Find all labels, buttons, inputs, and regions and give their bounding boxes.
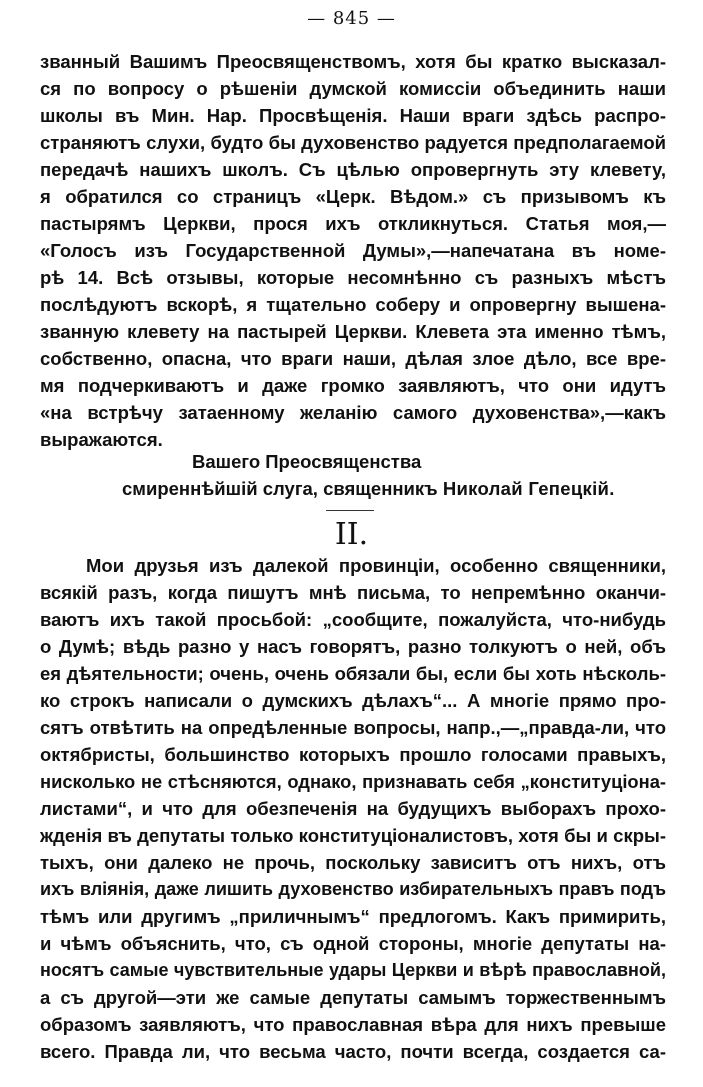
text-line: и чѣмъ объяснить, что, съ одной стороны, многіе депутаты на- (40, 933, 666, 954)
section-paragraph (40, 552, 666, 1065)
text-line: рѣ 14. Всѣ отзывы, которые несомнѣнно съ разныхъ мѣстъ (40, 267, 666, 288)
page-number: — 845 — (307, 8, 396, 29)
signature-title: смиреннѣйшій слуга, священникъ (122, 478, 438, 499)
text-line: Мои друзья изъ далекой провинціи, особенно священники, (86, 555, 666, 576)
text-line: ко строкъ написали о думскихъ дѣлахъ“... А многіе прямо про- (40, 690, 666, 711)
text-line: жденія въ депутаты только конституціоналистовъ, хотя бы и скры- (40, 825, 666, 846)
text-line: листами“, и что для обезпеченія на будущихъ выборахъ прохо- (40, 798, 666, 819)
text-line: страняютъ слухи, будто бы духовенство радуется предполагаемой (40, 132, 666, 153)
text-line: мя подчеркиваютъ и даже громко заявляютъ, что они идутъ (40, 375, 666, 396)
text-line: школы въ Мин. Нар. Просвѣщенія. Наши враги здѣсь распро- (40, 105, 666, 126)
text-line: октябристы, большинство которыхъ прошло голосами правыхъ, (40, 744, 666, 765)
text-line: званную клевету на пастырей Церкви. Клевета эта именно тѣмъ, (40, 321, 666, 342)
text-line: тыхъ, они далеко не прочь, поскольку зависитъ отъ нихъ, отъ (40, 852, 666, 873)
text-line: пастырямъ Церкви, прося ихъ откликнуться. Статья моя,— (40, 213, 666, 234)
text-line: ся по вопросу о рѣшеніи думской комиссіи объединить наши (40, 78, 666, 99)
text-line: а съ другой—эти же самые депутаты самымъ торжественнымъ (40, 987, 666, 1008)
text-line: нисколько не стѣсняются, однако, признавать себя „конституціона- (40, 771, 666, 792)
text-line: ея дѣятельности; очень, очень обязали бы, если бы хоть нѣсколь- (40, 663, 666, 684)
signature-name: Николай Гепецкій. (442, 478, 615, 499)
section-heading: II. (334, 517, 369, 552)
text-line: ихъ вліянія, даже лишить духовенство избирательныхъ правъ подъ (40, 879, 666, 899)
text-line: послѣдуютъ вскорѣ, я тщательно соберу и опровергну вышена- (40, 294, 666, 315)
text-line: передачѣ нашихъ школъ. Съ цѣлью опровергнуть эту клевету, (40, 159, 666, 180)
text-line: образомъ заявляютъ, что православная вѣра для нихъ превыше (40, 1014, 666, 1035)
text-line: «Голосъ изъ Государственной Думы»,—напечатана въ номе- (40, 240, 666, 261)
text-line: ваютъ ихъ такой просьбой: „сообщите, пожалуйста, что-нибудь (40, 609, 666, 630)
text-line: о Думѣ; вѣдь разно у насъ говорятъ, разно толкуютъ о ней, объ (40, 636, 666, 657)
text-line: выражаются. (40, 429, 163, 450)
text-line: всякій разъ, когда пишутъ мнѣ письма, то непремѣнно оканчи- (40, 582, 666, 603)
text-line: сятъ отвѣтить на опредѣленные вопросы, напр.,—„правда-ли, что (40, 717, 666, 738)
text-line: «на встрѣчу затаенному желанію самого духовенства»,—какъ (40, 402, 666, 423)
text-line: всего. Правда ли, что весьма часто, почти всегда, создается са- (40, 1041, 666, 1062)
text-line: собственно, опасна, что враги наши, дѣлая злое дѣло, все вре- (40, 348, 666, 369)
text-line: я обратился со страницъ «Церк. Вѣдом.» съ призывомъ къ (40, 186, 666, 207)
text-line: носятъ самые чувствительные удары Церкви и вѣрѣ православной, (40, 960, 666, 980)
signature-salutation: Вашего Преосвященства (192, 451, 422, 472)
signature-line (122, 475, 615, 502)
letter-paragraph (40, 48, 666, 453)
section-divider (326, 510, 374, 511)
text-line: званный Вашимъ Преосвященствомъ, хотя бы кратко высказал- (40, 51, 666, 72)
text-line: тѣмъ или другимъ „приличнымъ“ предлогомъ. Какъ примирить, (40, 906, 666, 927)
